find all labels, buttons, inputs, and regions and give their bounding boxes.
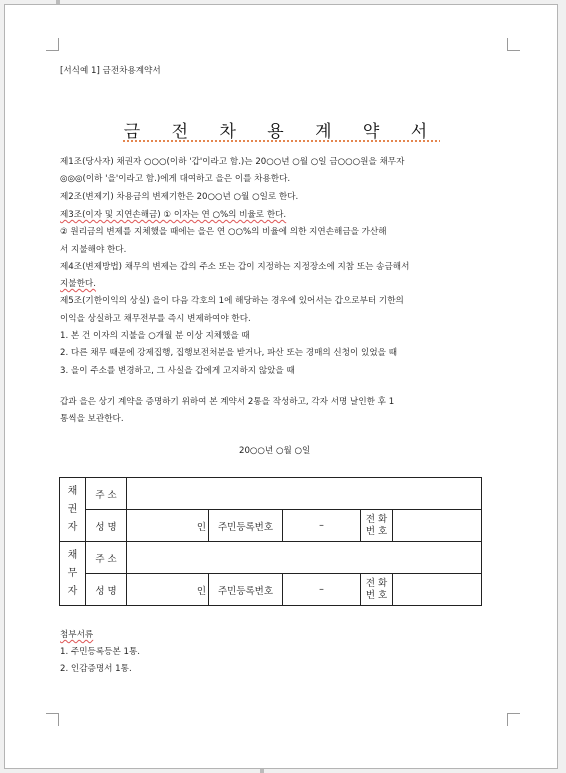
margin-mark-top-left xyxy=(46,38,59,51)
clause-item: 1. 본 건 이자의 지불을 ○개월 분 이상 지체했을 때 xyxy=(60,331,250,341)
clause-item: 3. 을이 주소를 변경하고, 그 사실을 갑에게 고지하지 않았을 때 xyxy=(60,366,295,376)
signature-table xyxy=(59,477,482,606)
contract-date: 20○○년 ○월 ○일 xyxy=(239,446,311,456)
clause-line: 제3조(이자 및 지연손해금) ① 이자는 연 ○%의 비율로 한다. xyxy=(60,210,287,220)
clause-line: ◎◎◎(이하 '을'이라고 함.)에게 대여하고 을은 이를 차용한다. xyxy=(60,174,291,184)
rrn-label: 주민등록번호 xyxy=(209,574,283,606)
clause-line: 이익을 상실하고 채무전부를 즉시 변제하여야 한다. xyxy=(60,314,251,324)
clause-line: 제1조(당사자) 채권자 ○○○(이하 '갑'이라고 함.)는 20○○년 ○월 ○일 금○○○원을 채무자 xyxy=(60,157,405,167)
name-label: 성 명 xyxy=(86,574,127,606)
debtor-rrn-field[interactable]: – xyxy=(283,574,361,606)
clause-line: 지불한다. xyxy=(60,279,96,289)
closing-line: 통씩을 보관한다. xyxy=(60,414,124,424)
debtor-label: 채 무 자 xyxy=(60,542,86,606)
clause-line: 서 지불해야 한다. xyxy=(60,245,127,255)
scroll-marker xyxy=(260,769,264,773)
clause-item: 2. 다른 채무 때문에 강제집행, 집행보전처분을 받거나, 파산 또는 경매의 신청이 있었을 때 xyxy=(60,348,397,358)
creditor-phone-field[interactable] xyxy=(393,510,482,542)
clause-line: 제2조(변제기) 차용금의 변제기한은 20○○년 ○월 ○일로 한다. xyxy=(60,192,299,202)
address-label: 주 소 xyxy=(86,542,127,574)
margin-mark-bottom-left xyxy=(46,713,59,726)
margin-mark-top-right xyxy=(507,38,520,51)
document-page xyxy=(4,4,558,769)
clause-line: 제4조(변제방법) 채무의 변제는 갑의 주소 또는 갑이 지정하는 지정장소에 지참 또는 송금해서 xyxy=(60,262,410,272)
page-title: 금 전 차 용 계 약 서 xyxy=(123,122,441,142)
creditor-rrn-field[interactable]: – xyxy=(283,510,361,542)
creditor-seal[interactable]: 인 xyxy=(127,510,209,542)
attachment-item: 2. 인감증명서 1통. xyxy=(60,664,132,674)
address-label: 주 소 xyxy=(86,478,127,510)
closing-line: 갑과 을은 상기 계약을 증명하기 위하여 본 계약서 2통을 작성하고, 각자 서명 날인한 후 1 xyxy=(60,397,395,407)
scroll-marker xyxy=(56,0,60,4)
name-label: 성 명 xyxy=(86,510,127,542)
creditor-label: 채 권 자 xyxy=(60,478,86,542)
attachment-item: 1. 주민등록등본 1통. xyxy=(60,647,140,657)
margin-mark-bottom-right xyxy=(507,713,520,726)
form-label: [서식예 1] 금전차용계약서 xyxy=(60,66,161,76)
rrn-label: 주민등록번호 xyxy=(209,510,283,542)
phone-label: 전 화 번 호 xyxy=(361,574,393,606)
debtor-seal[interactable]: 인 xyxy=(127,574,209,606)
clause-line: 제5조(기한이익의 상실) 을이 다음 각호의 1에 해당하는 경우에 있어서는 갑으로부터 기한의 xyxy=(60,296,404,306)
phone-label: 전 화 번 호 xyxy=(361,510,393,542)
debtor-phone-field[interactable] xyxy=(393,574,482,606)
attachments-title: 첨부서류 xyxy=(60,630,94,640)
debtor-address-field[interactable] xyxy=(127,542,482,574)
creditor-address-field[interactable] xyxy=(127,478,482,510)
clause-line: ② 원리금의 변제를 지체했을 때에는 을은 연 ○○%의 비율에 의한 지연손해금을 가산해 xyxy=(60,227,387,237)
